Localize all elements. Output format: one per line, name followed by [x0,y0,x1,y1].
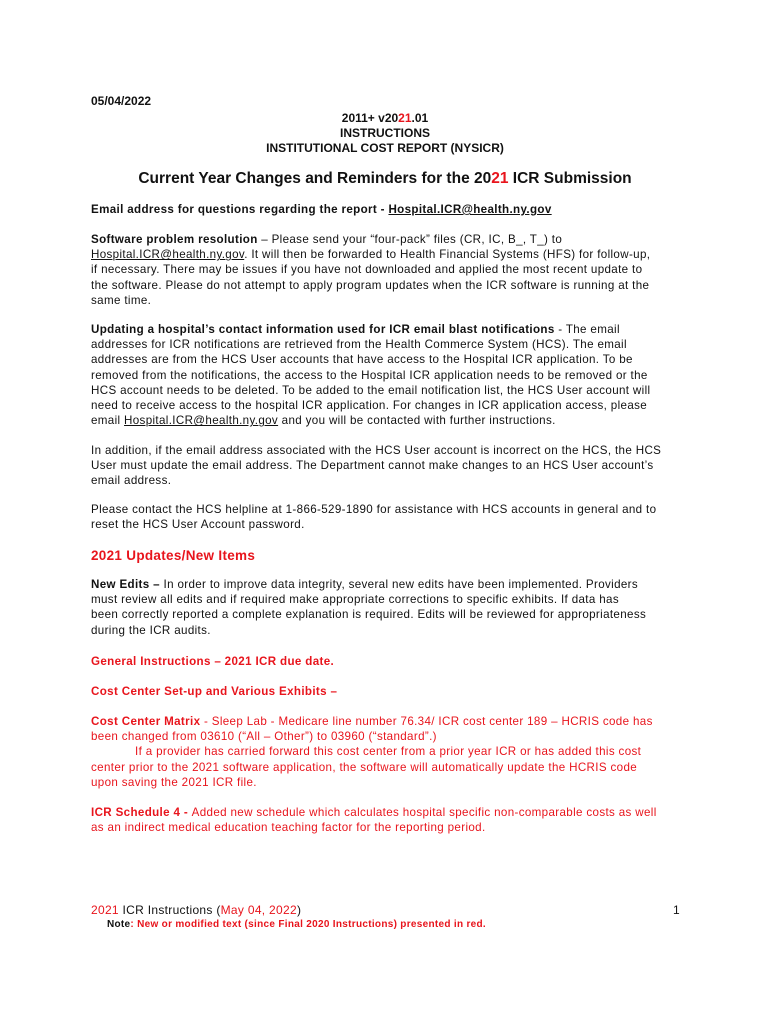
version-highlight: 21 [398,111,412,125]
heading-highlight: 21 [491,170,509,187]
addition-section: In addition, if the email address associated with the HCS User account is incorrect on the HCS, the HCS User must update the email address. The Department cannot make changes to an HCS User account’s email address. [91,444,662,488]
software-email-link[interactable]: Hospital.ICR@health.ny.gov [91,248,245,262]
footer-note [107,918,486,931]
new-edits-section: New Edits – In order to improve data integrity, several new edits have been implemented. Providers must review all edits and if required make appropriate corrections to specific exhibits. If data has been correctly reported a complete explanation is required. Edits will be reviewed for appropriateness during the ICR audits. [91,577,691,638]
software-label: Software problem resolution [91,233,258,246]
general-instructions-item: General Instructions – 2021 ICR due date. [91,655,335,668]
footer-note-text: : New or modified text (since Final 2020 Instructions) presented in red. [130,919,486,930]
heading-suffix: ICR Submission [508,170,632,187]
footer-date: May 04, 2022 [220,903,297,917]
updates-heading: 2021 Updates/New Items [91,548,256,563]
new-edits-line-1: New Edits – In order to improve data integrity, several new edits have been implemented. Providers [91,578,639,591]
matrix-line-1: Cost Center Matrix - Sleep Lab - Medicare line number 76.34/ ICR cost center 189 – HCRIS code has [91,715,653,728]
version-prefix: 2011+ v20 [341,111,399,125]
footer-title-mid: ICR Instructions ( [118,903,221,917]
updating-line-7: email Hospital.ICR@health.ny.gov and you will be contacted with further instructions. [91,414,556,428]
version-line [0,111,770,126]
schedule-4-section: ICR Schedule 4 - Added new schedule which calculates hospital specific non-comparable costs as well as an indirect medical education teaching factor for the reporting period. [91,805,691,835]
software-line-2: Hospital.ICR@health.ny.gov. It will then be forwarded to Health Financial Systems (HFS) for follow-up, [91,248,651,262]
software-line-1: Software problem resolution – Please send your “four-pack” files (CR, IC, B_, T_) to [91,233,563,246]
email-contact-line [91,202,552,217]
schedule-4-line-1: ICR Schedule 4 - Added new schedule which calculates hospital specific non-comparable costs as well [91,806,657,819]
cost-center-matrix-section: Cost Center Matrix - Sleep Lab - Medicare line number 76.34/ ICR cost center 189 – HCRIS code has been changed from 03610 (“All – Other”) to 03960 (“standard”.) If a provider has carried forward this cost center from a prior year ICR or has added this cost center prior to the 2021 software application, the software will automatically update the HCRIS code upon saving the 2021 ICR file. [91,714,691,790]
footer-year: 2021 [91,903,119,917]
instructions-label: INSTRUCTIONS [340,126,430,140]
schedule-4-label: ICR Schedule 4 - [91,806,192,819]
email-contact-link[interactable]: Hospital.ICR@health.ny.gov [388,203,552,216]
updating-label: Updating a hospital’s contact information used for ICR email blast notifications [91,323,555,336]
cost-center-setup-item: Cost Center Set-up and Various Exhibits – [91,685,338,698]
version-suffix: .01 [411,111,429,125]
page-number: 1 [673,903,680,917]
footer-title: 2021 ICR Instructions (May 04, 2022) [91,903,302,917]
new-edits-label: New Edits – [91,578,164,591]
page-heading [0,169,770,189]
software-section: Software problem resolution – Please send your “four-pack” files (CR, IC, B_, T_) to Hospital.ICR@health.ny.gov. It will then be forwarded to Health Financial Systems (HFS) for follow-up, if necessary. There may be issues if you have not downloaded and applied the most recent update to the software. Please do not attempt to apply program updates when the ICR software is running at the same time. [91,232,691,308]
email-contact-label: Email address for questions regarding the report - [91,203,389,216]
footer-note-label: Note [107,919,131,930]
heading-prefix: Current Year Changes and Reminders for the 20 [138,170,492,187]
updating-email-link[interactable]: Hospital.ICR@health.ny.gov [124,414,279,428]
matrix-label: Cost Center Matrix [91,715,201,728]
document-date: 05/04/2022 [91,94,152,108]
helpline-section: Please contact the HCS helpline at 1-866-529-1890 for assistance with HCS accounts in general and to reset the HCS User Account password. [91,503,657,532]
updating-section: Updating a hospital’s contact information used for ICR email blast notifications - The email addresses for ICR notifications are retrieved from the Health Commerce System (HCS). The email addresses are from the HCS User accounts that have access to the Hospital ICR application. To be removed from the notifications, the access to the Hospital ICR application needs to be removed or the HCS account needs to be deleted. To be added to the email notification list, the HCS User account will need to receive access to the hospital ICR application. For changes in ICR application access, please email Hospital.ICR@health.ny.gov and you will be contacted with further instructions. [91,322,691,428]
report-title: INSTITUTIONAL COST REPORT (NYSICR) [266,141,504,155]
updating-line-1: Updating a hospital’s contact information used for ICR email blast notifications - The email [91,323,620,336]
